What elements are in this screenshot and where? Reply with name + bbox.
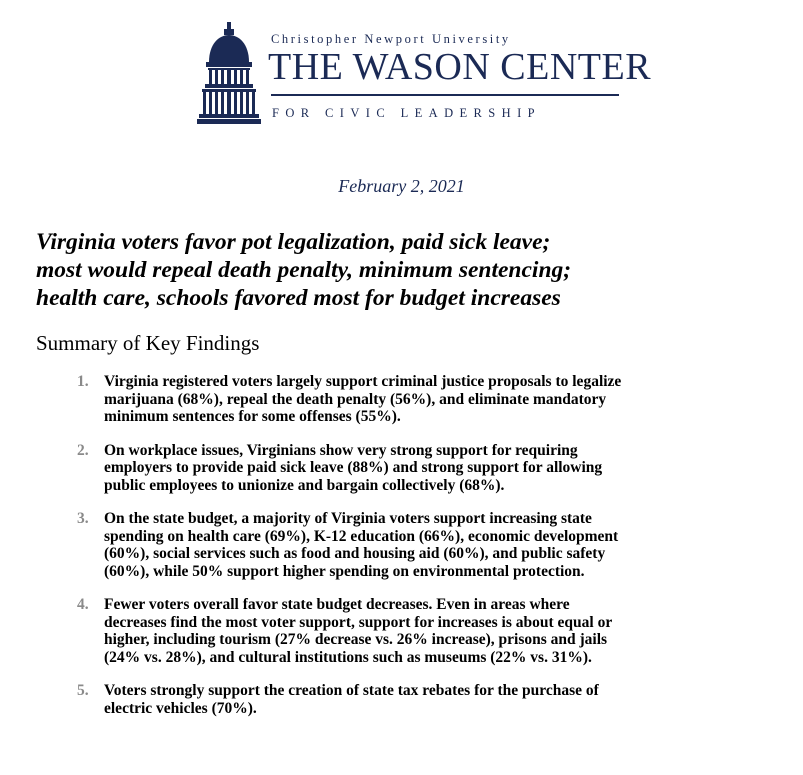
center-name: THE WASON CENTER — [268, 46, 652, 88]
brand-divider — [271, 94, 619, 96]
finding-number: 1. — [77, 373, 89, 390]
headline-line: most would repeal death penalty, minimum sentencing; — [36, 257, 572, 283]
finding-text: spending on health care (69%), K-12 education (66%), economic development — [104, 527, 619, 545]
finding-text: On workplace issues, Virginians show very strong support for requiring — [104, 441, 578, 459]
finding-item — [76, 442, 776, 495]
headline — [36, 228, 796, 312]
finding-number: 3. — [77, 510, 89, 527]
finding-text: employers to provide paid sick leave (88%) and strong support for allowing — [104, 459, 603, 476]
finding-number: 4. — [77, 596, 89, 613]
finding-text: higher, including tourism (27% decrease vs. 26% increase), prisons and jails — [104, 631, 608, 648]
finding-text: Virginia registered voters largely support criminal justice proposals to legalize — [104, 373, 622, 390]
page-header — [197, 22, 652, 132]
finding-text: decreases find the most voter support, support for increases is about equal or — [104, 613, 613, 631]
finding-text: Voters strongly support the creation of state tax rebates for the purchase of — [104, 682, 599, 699]
finding-number: 2. — [77, 441, 89, 459]
finding-text: (60%), while 50% support higher spending on environmental protection. — [104, 562, 585, 580]
finding-text: public employees to unionize and bargain collectively (68%). — [104, 476, 505, 494]
section-title: Summary of Key Findings — [36, 331, 260, 355]
capitol-dome-icon — [197, 22, 261, 124]
finding-item — [76, 510, 776, 580]
finding-item — [76, 596, 776, 666]
headline-line: Virginia voters favor pot legalization, paid sick leave; — [36, 229, 551, 255]
university-name: Christopher Newport University — [271, 32, 511, 46]
finding-text: On the state budget, a majority of Virginia voters support increasing state — [104, 510, 592, 527]
finding-text: (24% vs. 28%), and cultural institutions such as museums (22% vs. 31%). — [104, 648, 592, 666]
finding-item — [76, 373, 776, 426]
release-date: February 2, 2021 — [338, 176, 465, 196]
finding-item — [76, 682, 776, 717]
finding-text: marijuana (68%), repeal the death penalty (56%), and eliminate mandatory — [104, 390, 607, 408]
finding-number: 5. — [77, 682, 89, 699]
findings-list — [76, 373, 776, 733]
finding-text: Fewer voters overall favor state budget decreases. Even in areas where — [104, 596, 570, 613]
headline-line: health care, schools favored most for budget increases — [36, 285, 561, 311]
finding-text: minimum sentences for some offenses (55%). — [104, 408, 401, 425]
center-subtitle: FOR CIVIC LEADERSHIP — [272, 106, 541, 120]
finding-text: electric vehicles (70%). — [104, 699, 257, 717]
finding-text: (60%), social services such as food and housing aid (60%), and public safety — [104, 545, 606, 562]
